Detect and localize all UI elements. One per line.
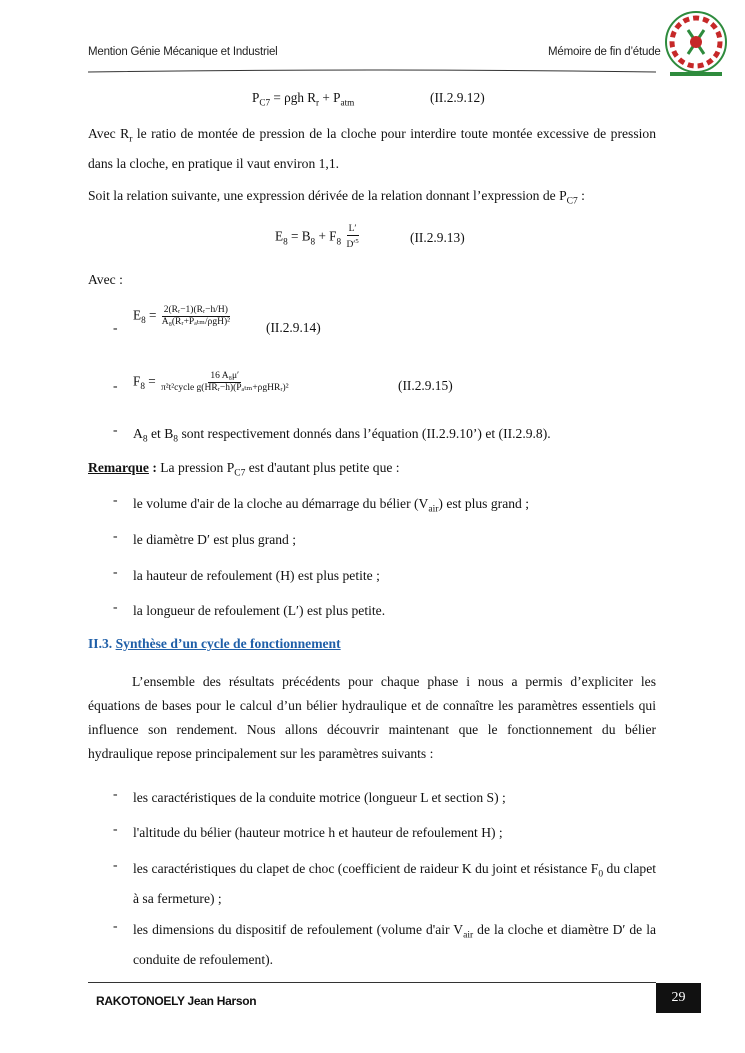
institution-logo	[660, 8, 732, 80]
bullet-dash: -	[113, 378, 118, 393]
page-number: 29	[656, 983, 701, 1013]
list-item: les caractéristiques du clapet de choc (coefficient de raideur K du joint et résistance $F_0$ du clapet à sa fermeture) ;	[133, 861, 656, 906]
equation-II-2-9-15: $F_8$ = $\frac{\text{16 A₈μ′}}{\text{π²t²cycle g(HRᵣ−h)(Pₐₜₘ+ρgHRᵣ)²}}$	[133, 371, 289, 393]
equation-II-2-9-12: $P_{C7} = \rho gh$ $R_r + P_{atm}$	[252, 90, 355, 108]
equation-label-15: (II.2.9.15)	[398, 378, 453, 393]
bullet-dash: -	[113, 599, 118, 614]
equation-label-14: (II.2.9.14)	[266, 320, 321, 335]
list-item: la longueur de refoulement (L′) est plus petite.	[133, 603, 386, 618]
bullet-dash: -	[113, 821, 118, 836]
equation-label-12: (II.2.9.12)	[430, 90, 485, 105]
paragraph-synthesis: L’ensemble des résultats précédents pour chaque phase i nous a permis d’expliciter les équations de bases pour le calcul d’un bélier hydraulique et de connaître les paramètres essentiels qui influence son rendement. Nous allons découvrir maintenant que le fonctionnement du bélier hydraulique repose principalement sur les paramètres suivants :	[88, 674, 656, 761]
bullet-dash: -	[113, 320, 118, 335]
bullet-dash: -	[113, 492, 118, 507]
bullet-dash: -	[113, 528, 118, 543]
footer-author: RAKOTONOELY Jean Harson	[96, 994, 257, 1008]
list-item: la hauteur de refoulement (H) est plus petite ;	[133, 568, 380, 583]
list-item: l'altitude du bélier (hauteur motrice h et hauteur de refoulement H) ;	[133, 825, 503, 840]
header-left: Mention Génie Mécanique et Industriel	[88, 46, 278, 58]
bullet-dash: -	[113, 422, 118, 437]
header-rule	[88, 66, 656, 76]
paragraph-ratio: Avec $R_r$ le ratio de montée de pression de la cloche pour interdire toute montée excessive de pression dans la cloche, en pratique il vaut environ 1,1.	[88, 126, 656, 171]
equation-II-2-9-13: $E_8 = B_8 + F_8$ $\frac{L'}{D'^5}$	[275, 224, 359, 251]
bullet-dash: -	[113, 857, 118, 872]
list-item: le volume d'air de la cloche au démarrage du bélier $(V_{air})$ est plus grand ;	[133, 496, 530, 515]
equation-label-13: (II.2.9.13)	[410, 230, 465, 245]
equation-II-2-9-14: $E_8$ = $\frac{\text{2(Rᵣ−1)(Rᵣ−h/H)}}{\text{A₈(Rᵣ+Pₐₜₘ/ρgH)²}}$	[133, 305, 230, 327]
section-title: II.3. Synthèse d’un cycle de fonctionnement	[88, 636, 341, 651]
header-right: Mémoire de fin d’étude	[548, 46, 661, 58]
footer-rule	[88, 982, 656, 983]
bullet-dash: -	[113, 918, 118, 933]
list-item-a8-b8: $A_8$ et $B_8$ sont respectivement donnés dans l’équation (II.2.9.10’) et (II.2.9.8).	[133, 426, 551, 445]
bullet-dash: -	[113, 786, 118, 801]
paragraph-relation: Soit la relation suivante, une expression dérivée de la relation donnant l’expression de $P_{C7}$ :	[88, 188, 585, 207]
list-item: les dimensions du dispositif de refoulement (volume d'air $V_{air}$ de la cloche et diamètre D′ de la conduite de refoulement).	[133, 922, 657, 967]
list-item: le diamètre D′ est plus grand ;	[133, 532, 297, 547]
list-item: les caractéristiques de la conduite motrice (longueur L et section S) ;	[133, 790, 506, 805]
avec-label: Avec :	[88, 272, 123, 287]
bullet-dash: -	[113, 564, 118, 579]
remark-paragraph: Remarque : La pression $P_{C7}$ est d'autant plus petite que :	[88, 460, 400, 479]
